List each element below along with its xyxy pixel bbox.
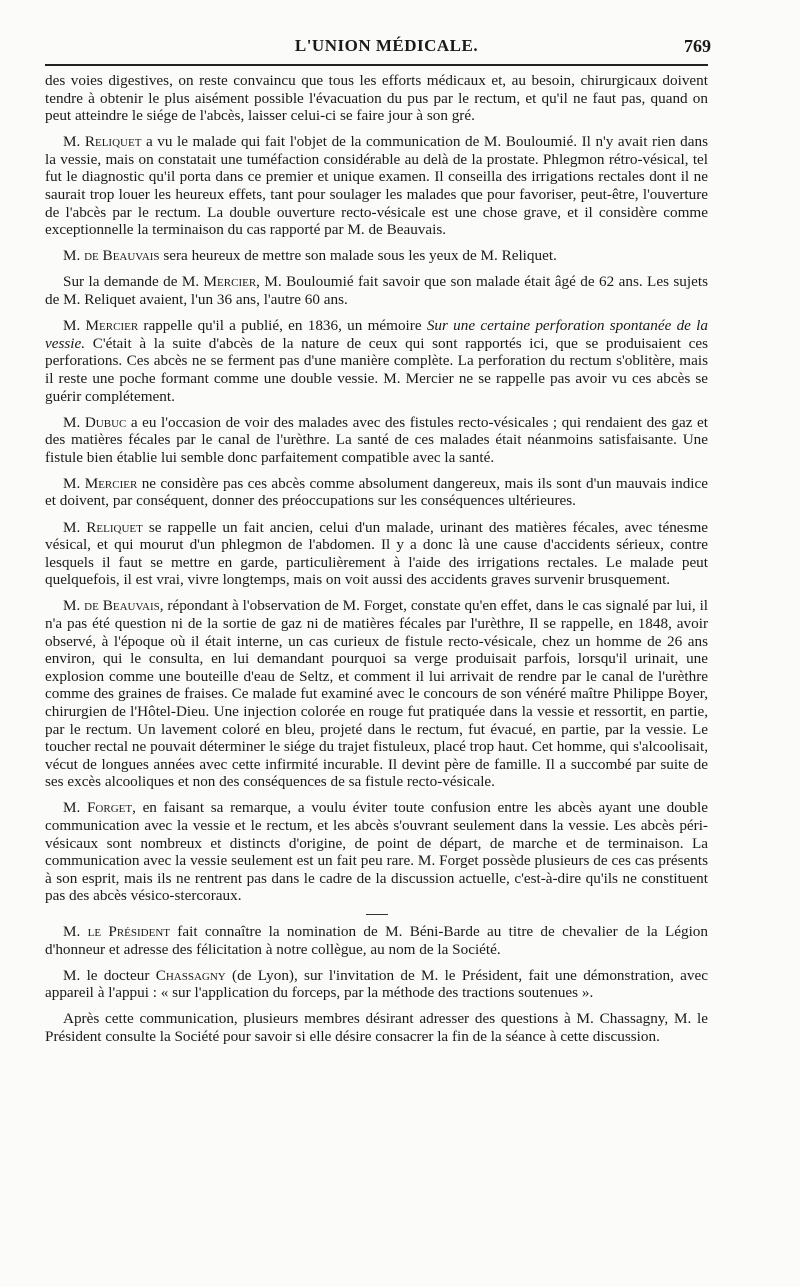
paragraph-closing: Après cette communication, plusieurs membres désirant adresser des questions à M. Chassagny, M. le Président consulte la Société pour savoir si elle désire consacrer la fin de la séance à cette discussion. bbox=[45, 1010, 708, 1045]
paragraph-forget: M. Forget, en faisant sa remarque, a voulu éviter toute confusion entre les abcès ayant une double communication avec la vessie et le rectum, et les abcès s'ouvrant seulement dans la vessie. Les abcès péri-vésicaux sont nombreux et distincts d'origine, de point de départ, de marche et de terminaison. La communication avec la vessie seulement est un fait peu rare. M. Forget possède plusieurs de ces cas présents à son esprit, mais ils ne rentrent pas dans le cadre de la discussion actuelle, c'est-à-dire qu'ils ne constituent pas des abcès vésico-stercoraux. bbox=[45, 799, 708, 905]
speaker-name: M. Forget bbox=[63, 799, 133, 817]
paragraph-chassagny: M. le docteur Chassagny (de Lyon), sur l'invitation de M. le Président, fait une démonstration, avec appareil à l'appui : « sur l'application du forceps, par la méthode des tractions soutenues ». bbox=[45, 966, 708, 1002]
page-number: 769 bbox=[684, 36, 711, 56]
paragraph-beauvais-1: M. de Beauvais sera heureux de mettre son malade sous les yeux de M. Reliquet. bbox=[63, 247, 557, 265]
paragraph-mercier-1: Sur la demande de M. Mercier, M. Bouloumié fait savoir que son malade était âgé de 62 ans. Les sujets de M. Reliquet avaient, l'un 36 ans, l'autre 60 ans. bbox=[45, 273, 708, 309]
speaker-name: M. Reliquet bbox=[63, 518, 143, 536]
speaker-name: M. Mercier bbox=[63, 317, 139, 335]
article-body bbox=[45, 72, 708, 1046]
speaker-name: M. Mercier bbox=[63, 474, 138, 492]
speaker-name: M. le Président bbox=[63, 923, 170, 941]
paragraph-president: M. le Président fait connaître la nomination de M. Béni-Barde au titre de chevalier de la Légion d'honneur et adresse des félicitation à notre collègue, au nom de la Société. bbox=[45, 923, 708, 958]
paragraph-reliquet-2: M. Reliquet se rappelle un fait ancien, celui d'un malade, urinant des matières fécales, avec ténesme vésical, et qui mourut d'un phlegmon de l'abdomen. Il y a donc là une cause d'accidents sérieux, contre lesquels il faut se mettre en garde, particulièrement à l'aide des irrigations rectales. Le malade peut quelquefois, il est vrai, vivre longtemps, mais on voit aussi des accidents graves survenir brusquement. bbox=[45, 518, 709, 589]
running-title: L'UNION MÉDICALE. bbox=[294, 36, 479, 55]
speaker-name: M. de Beauvais bbox=[63, 247, 160, 265]
header-rule bbox=[45, 64, 708, 66]
paragraph-mercier-2: M. Mercier rappelle qu'il a publié, en 1836, un mémoire Sur une certaine perforation spontanée de la vessie. C'était à la suite d'abcès de la nature de ceux qui sont rapportés ici, que se produisaient ces perforations. Ces abcès ne se ferment pas d'une manière complète. La perforation du rectum s'oblitère, mais il reste une poche formant comme une double vessie. M. Mercier ne se rappelle pas avoir vu ces abcès se guérir complétement. bbox=[45, 317, 708, 405]
memoir-title: Sur une certaine perforation spontanée de la vessie. bbox=[45, 317, 708, 352]
speaker-name: M. Reliquet bbox=[63, 133, 142, 151]
paragraph-reliquet-1: M. Reliquet a vu le malade qui fait l'objet de la communication de M. Bouloumié. Il n'y avait rien dans la vessie, mais on constatait une tuméfaction considérable au delà de la prostate. Phlegmon rétro-vésical, tel fut le diagnostic qu'il porta dans ce premier et unique examen. Il conseilla des irrigations rectales dont il ne saurait trop louer les heureux effets, tant pour soulager les malades que pour favoriser, peut-être, l'ouverture de l'abcès par le rectum. La double ouverture recto-vésicale est une chose grave, et il considère comme exceptionnelle la terminaison du cas rapporté par M. de Beauvais. bbox=[45, 133, 709, 239]
speaker-name: Chassagny bbox=[155, 966, 226, 984]
speaker-name: M. Mercier bbox=[181, 273, 257, 291]
paragraph-dubuc: M. Dubuc a eu l'occasion de voir des malades avec des fistules recto-vésicales ; qui rendaient des gaz et des matières fécales par le canal de l'urèthre. La santé de ces malades était néanmoins satisfaisante. Une fistule bien établie lui semble donc parfaitement compatible avec la santé. bbox=[45, 413, 708, 466]
section-separator bbox=[366, 914, 388, 916]
paragraph-beauvais-2: M. de Beauvais, répondant à l'observation de M. Forget, constate qu'en effet, dans le cas signalé par lui, il n'a pas été question ni de la sortie de gaz ni de matières fécales par l'urèthre, Il se rappelle, en 1848, avoir observé, à l'époque où il était interne, un cas curieux de fistule recto-vésicale, chez un homme de 26 ans environ, qui le consulta, en lui demandant pourquoi sa verge produisait parfois, lorsqu'il urinait, une explosion comme une bouteille d'eau de Seltz, et comment il lui arrivait de rendre par le canal de l'urèthre comme des graines de fraises. Ce malade fut examiné avec le concours de son vénéré maître Philippe Boyer, chirurgien de l'Hôtel-Dieu. Une injection colorée en rouge fut pratiquée dans la vessie et ressortit, en partie, par le rectum. Un lavement coloré en bleu, projeté dans le rectum, fut évacué, en partie, par la vessie. Le toucher rectal ne pouvait déterminer le siége du trajet fistuleux, placé trop haut. Cet homme, qui s'alcoolisait, vécut de longues années avec cette infirmité incurable. Il devint père de famille. Il a succombé par suite de ses excès alcooliques et non des conséquences de sa fistule recto-vésicale. bbox=[45, 597, 709, 791]
speaker-name: M. Dubuc bbox=[63, 413, 127, 431]
speaker-name: M. de Beauvais bbox=[63, 597, 160, 615]
paragraph-mercier-3: M. Mercier ne considère pas ces abcès comme absolument dangereux, mais ils sont d'un mauvais indice et doivent, par conséquent, donner des préoccupations sur les conséquences ultérieures. bbox=[45, 474, 709, 510]
page-header bbox=[45, 34, 711, 64]
paragraph-continuation: des voies digestives, on reste convaincu que tous les efforts médicaux et, au besoin, chirurgicaux doivent tendre à obtenir le plus aisément possible l'évacuation du pus par le rectum, et qu'il ne faut pas, quand on peut atteindre le siége de l'abcès, laisser celui-ci se faire jour à son gré. bbox=[45, 72, 708, 125]
